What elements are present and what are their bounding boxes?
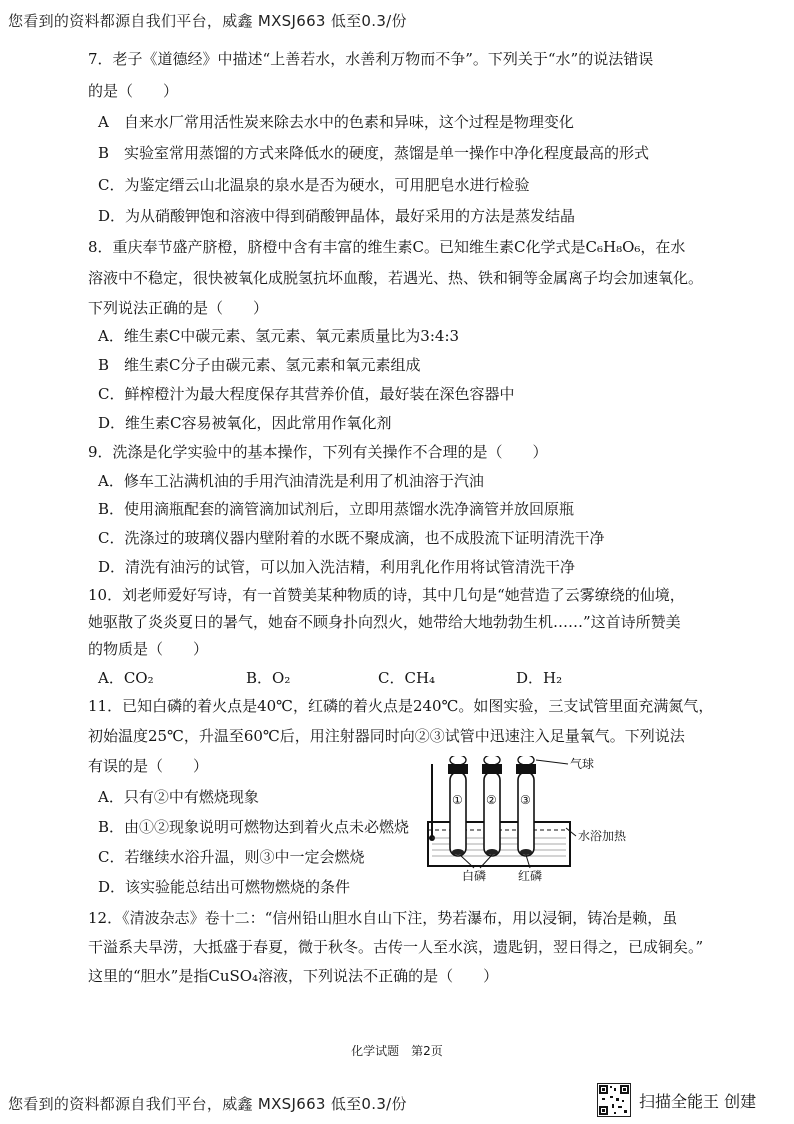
q8-stem-line-2: 溶液中不稳定，很快被氧化成脱氢抗坏血酸，若遇光、热、铁和铜等金属离子均会加速氧化。	[88, 269, 704, 287]
q9-option-a: A．修车工沾满机油的手用汽油清洗是利用了机油溶于汽油	[98, 472, 484, 490]
q10-option-d: D．H₂	[516, 669, 563, 687]
q8-option-a: A．维生素C中碳元素、氢元素、氧元素质量比为3:4:3	[98, 327, 460, 345]
q7-option-b: B 实验室常用蒸馏的方式来降低水的硬度，蒸馏是单一操作中净化程度最高的形式	[98, 144, 650, 162]
q7-stem-line-1: 7．老子《道德经》中描述“上善若水，水善利万物而不争”。下列关于“水”的说法错误	[88, 50, 654, 68]
q10-option-b: B．O₂	[246, 669, 291, 687]
q8-stem-line-3: 下列说法正确的是（ ）	[88, 299, 269, 317]
experiment-diagram	[418, 756, 668, 884]
q7-stem-line-2: 的是（ ）	[88, 82, 179, 100]
q7-option-d: D．为从硝酸钾饱和溶液中得到硝酸钾晶体，最好采用的方法是蒸发结晶	[98, 207, 576, 225]
water-bath-label: 水浴加热	[578, 829, 627, 843]
q11-stem-line-2: 初始温度25℃，升温至60℃后，用注射器同时向②③试管中迅速注入足量氧气。下列说法	[88, 727, 685, 745]
q8-option-d: D．维生素C容易被氧化，因此常用作氧化剂	[98, 414, 392, 432]
page-footer: 化学试题 第2页	[351, 1044, 443, 1058]
balloon-label: 气球	[570, 757, 595, 771]
q8-stem-line-1: 8．重庆奉节盛产脐橙，脐橙中含有丰富的维生素C。已知维生素C化学式是C₆H₈O₆，在水	[88, 238, 686, 256]
q10-option-a: A．CO₂	[98, 669, 154, 687]
q11-option-d: D．该实验能总结出可燃物燃烧的条件	[98, 878, 351, 896]
q7-option-a: A 自来水厂常用活性炭来除去水中的色素和异味，这个过程是物理变化	[98, 113, 574, 131]
q9-stem: 9．洗涤是化学实验中的基本操作，下列有关操作不合理的是（ ）	[88, 443, 548, 461]
q11-stem-line-1: 11．已知白磷的着火点是40℃，红磷的着火点是240℃。如图实验，三支试管里面充满氮气，	[88, 697, 714, 715]
red-phosphorus-sample	[520, 849, 532, 855]
white-phosphorus-label: 白磷	[462, 869, 487, 883]
q10-stem-line-2: 她驱散了炎炎夏日的暑气，她奋不顾身扑向烈火，她带给大地勃勃生机……”这首诗所赞美	[88, 613, 681, 631]
q9-option-b: B．使用滴瓶配套的滴管滴加试剂后，立即用蒸馏水洗净滴管并放回原瓶	[98, 500, 575, 518]
white-phosphorus-sample-2	[486, 849, 498, 855]
q12-stem-line-2: 干溢系夫旱涝，大抵盛于春夏，微于秋冬。古传一人至水滨，遗匙钥，翌日得之，已成铜矣。”	[88, 938, 704, 956]
tube-1-label: ①	[452, 793, 463, 807]
q12-stem-line-1: 12．《清波杂志》卷十二：“信州铅山胆水自山下注，势若瀑布，用以浸铜，铸冶是赖，虽	[88, 909, 678, 927]
q12-stem-line-3: 这里的“胆水”是指CuSO₄溶液，下列说法不正确的是（ ）	[88, 967, 499, 985]
q11-option-a: A．只有②中有燃烧现象	[98, 788, 259, 806]
q10-option-c: C．CH₄	[378, 669, 436, 687]
tube-2-label: ②	[486, 793, 497, 807]
red-phosphorus-label: 红磷	[518, 869, 543, 883]
q10-stem-line-3: 的物质是（ ）	[88, 640, 209, 658]
bottom-watermark-banner: 您看到的资料都源自我们平台，威鑫 MXSJ663 低至0.3/份	[8, 1095, 407, 1113]
scanner-label: 扫描全能王 创建	[639, 1092, 757, 1111]
qr-code-icon	[597, 1083, 631, 1117]
q7-option-c: C．为鉴定缙云山北温泉的泉水是否为硬水，可用肥皂水进行检验	[98, 176, 530, 194]
tube-3-label: ③	[520, 793, 531, 807]
q9-option-c: C．洗涤过的玻璃仪器内壁附着的水既不聚成滴，也不成股流下证明清洗干净	[98, 529, 605, 547]
white-phosphorus-sample-1	[452, 849, 464, 855]
q8-option-c: C．鲜榨橙汁为最大程度保存其营养价值，最好装在深色容器中	[98, 385, 515, 403]
balloon-leader	[536, 760, 568, 764]
q11-stem-line-3: 有误的是（ ）	[88, 757, 209, 775]
scanner-watermark	[597, 1083, 787, 1117]
q9-option-d: D．清洗有油污的试管，可以加入洗洁精，利用乳化作用将试管清洗干净	[98, 558, 576, 576]
q8-option-b: B 维生素C分子由碳元素、氢元素和氧元素组成	[98, 356, 421, 374]
top-watermark-banner: 您看到的资料都源自我们平台，威鑫 MXSJ663 低至0.3/份	[8, 12, 407, 30]
q11-option-b: B．由①②现象说明可燃物达到着火点未必燃烧	[98, 818, 410, 836]
q10-stem-line-1: 10．刘老师爱好写诗，有一首赞美某种物质的诗，其中几句是“她营造了云雾缭绕的仙境，	[88, 586, 685, 604]
q11-option-c: C．若继续水浴升温，则③中一定会燃烧	[98, 848, 365, 866]
